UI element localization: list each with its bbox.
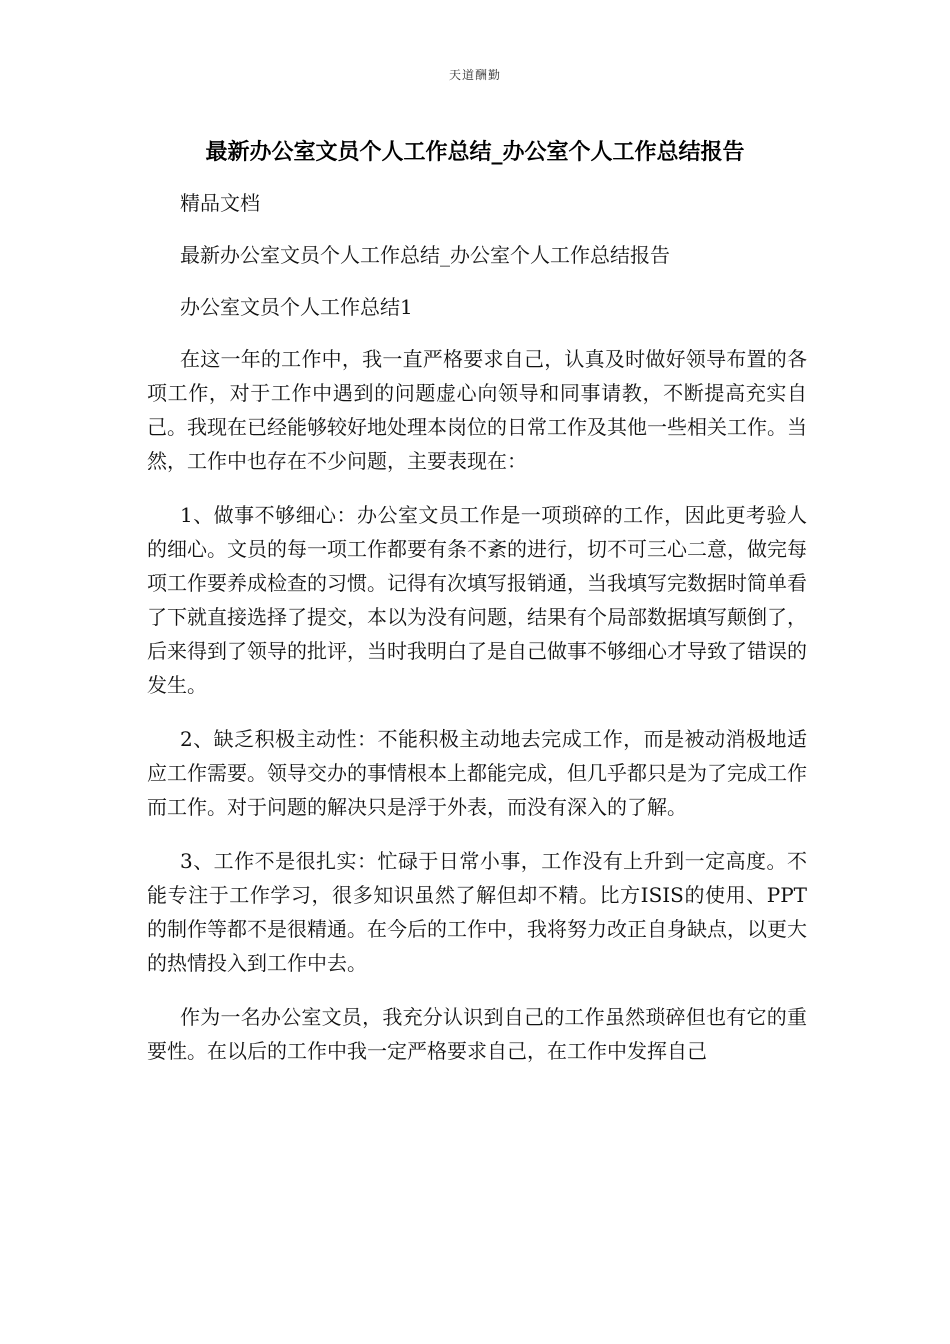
paragraph-item-1: 1、做事不够细心：办公室文员工作是一项琐碎的工作，因此更考验人的细心。文员的每一项工作都要有条不紊的进行，切不可三心二意，做完每项工作要养成检查的习惯。记得有次填写报销通，当我填写完数据时简单看了下就直接选择了提交，本以为没有问题，结果有个局部数据填写颠倒了，后来得到了领导的批评，当时我明白了是自己做事不够细心才导致了错误的发生。 [147,503,807,697]
document-body [147,186,807,1068]
document-title: 最新办公室文员个人工作总结_办公室个人工作总结报告 [205,140,745,165]
paragraph-label: 精品文档 [180,191,260,215]
page-header: 天道酬勤 [448,68,501,82]
paragraph-subtitle: 最新办公室文员个人工作总结_办公室个人工作总结报告 [180,243,670,267]
paragraph-section-heading: 办公室文员个人工作总结1 [180,295,413,319]
paragraph-conclusion: 作为一名办公室文员，我充分认识到自己的工作虽然琐碎但也有它的重要性。在以后的工作中我一定严格要求自己，在工作中发挥自己 [147,1005,807,1063]
paragraph-item-3: 3、工作不是很扎实：忙碌于日常小事，工作没有上升到一定高度。不能专注于工作学习，很多知识虽然了解但却不精。比方ISIS的使用、PPT的制作等都不是很精通。在今后的工作中，我将努力改正自身缺点，以更大的热情投入到工作中去。 [147,849,807,975]
paragraph-item-2: 2、缺乏积极主动性：不能积极主动地去完成工作，而是被动消极地适应工作需要。领导交办的事情根本上都能完成，但几乎都只是为了完成工作而工作。对于问题的解决只是浮于外表，而没有深入的了解。 [147,727,807,819]
paragraph-intro: 在这一年的工作中，我一直严格要求自己，认真及时做好领导布置的各项工作，对于工作中遇到的问题虚心向领导和同事请教，不断提高充实自己。我现在已经能够较好地处理本岗位的日常工作及其他一些相关工作。当然，工作中也存在不少问题，主要表现在： [147,347,807,473]
